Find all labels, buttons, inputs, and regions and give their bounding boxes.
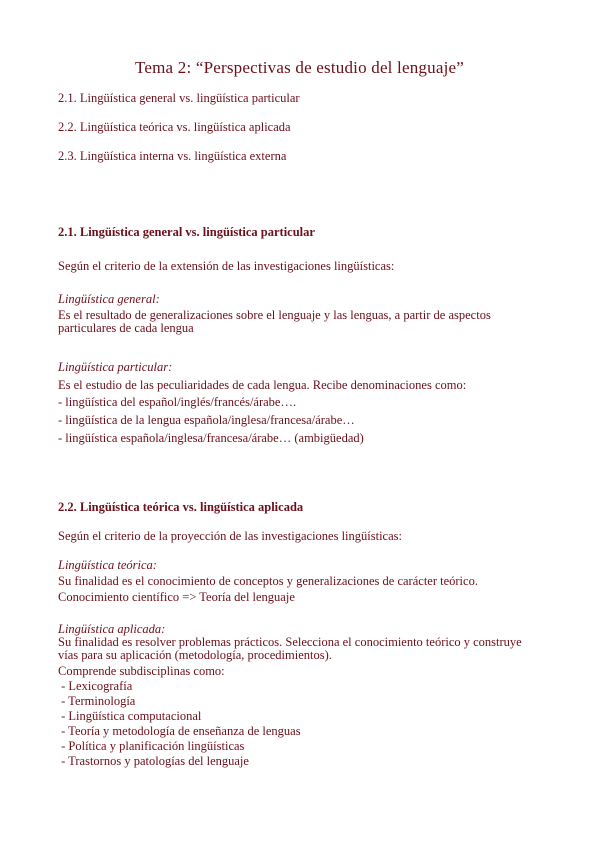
list-item: - Teoría y metodología de enseñanza de lenguas (58, 724, 301, 738)
term-definition: Su finalidad es resolver problemas prácticos. Selecciona el conocimiento teórico y construye vías para su aplicación (metodología, procedimientos). (58, 635, 522, 662)
list-item: - Lingüística computacional (58, 709, 202, 723)
term-label: Lingüística teórica: (58, 558, 157, 572)
term-label: Lingüística aplicada: (58, 622, 166, 636)
term-extra: Conocimiento científico => Teoría del lenguaje (58, 590, 295, 604)
term-label: Lingüística general: (58, 292, 160, 306)
list-item: - lingüística española/inglesa/francesa/árabe… (ambigüedad) (58, 431, 364, 445)
term-definition: Es el resultado de generalizaciones sobre el lenguaje y las lenguas, a partir de aspectos particulares de cada lengua (58, 308, 491, 335)
section-intro: Según el criterio de la extensión de las investigaciones lingüísticas: (58, 259, 395, 273)
list-item: - lingüística de la lengua española/inglesa/francesa/árabe… (58, 413, 355, 427)
toc-item: 2.3. Lingüística interna vs. lingüística externa (58, 149, 287, 163)
toc-item: 2.2. Lingüística teórica vs. lingüística aplicada (58, 120, 291, 134)
list-item: - lingüística del español/inglés/francés/árabe…. (58, 395, 297, 409)
list-item: - Lexicografía (58, 679, 133, 693)
section-heading: 2.1. Lingüística general vs. lingüística particular (58, 225, 315, 239)
section-heading: 2.2. Lingüística teórica vs. lingüística aplicada (58, 500, 304, 514)
term-definition: Su finalidad es el conocimiento de conceptos y generalizaciones de carácter teórico. (58, 574, 478, 588)
toc-item: 2.1. Lingüística general vs. lingüística particular (58, 91, 300, 105)
list-item: - Trastornos y patologías del lenguaje (58, 754, 249, 768)
term-definition: Es el estudio de las peculiaridades de cada lengua. Recibe denominaciones como: (58, 378, 467, 392)
term-label: Lingüística particular: (58, 360, 173, 374)
list-item: - Terminología (58, 694, 136, 708)
section-intro: Según el criterio de la proyección de las investigaciones lingüísticas: (58, 529, 402, 543)
list-intro: Comprende subdisciplinas como: (58, 664, 225, 678)
list-item: - Política y planificación lingüísticas (58, 739, 245, 753)
page-title: Tema 2: “Perspectivas de estudio del lenguaje” (134, 58, 464, 77)
